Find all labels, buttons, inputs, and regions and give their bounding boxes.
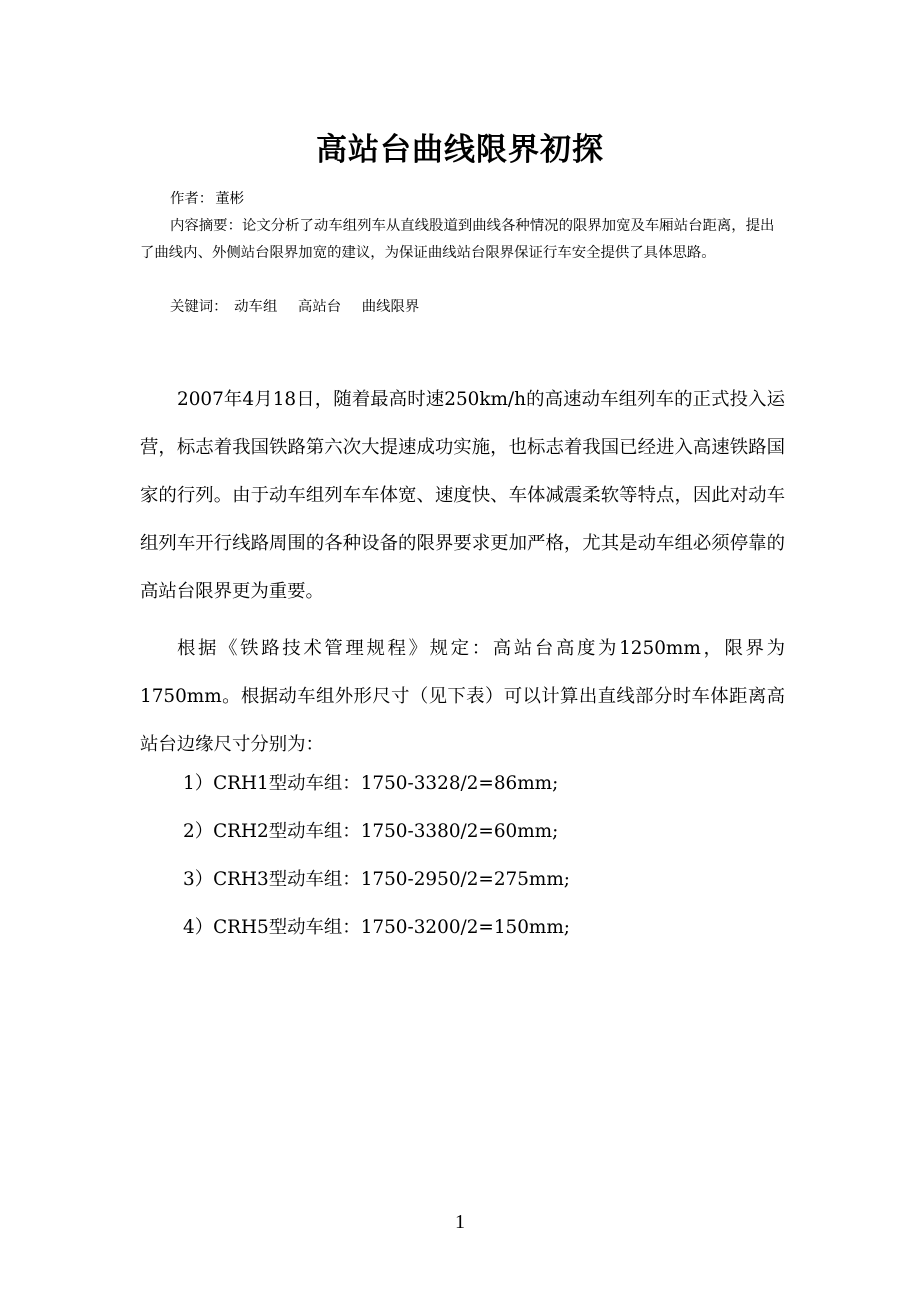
author-label: 作者： — [170, 191, 214, 207]
author-name: 董彬 — [215, 191, 244, 207]
list-item: 2）CRH2型动车组：1750-3380/2=60mm; — [183, 821, 559, 842]
list-item: 4）CRH5型动车组：1750-3200/2=150mm; — [183, 917, 571, 938]
abstract-block — [140, 213, 785, 267]
document-title: 高站台曲线限界初探 — [316, 132, 604, 168]
abstract-label: 内容摘要： — [170, 218, 242, 234]
keywords-line — [140, 294, 815, 321]
author-line — [140, 186, 815, 213]
calculation-list — [183, 760, 570, 952]
list-item: 3）CRH3型动车组：1750-2950/2=275mm; — [183, 869, 571, 890]
keyword-item: 高站台 — [297, 299, 342, 315]
keyword-item: 曲线限界 — [361, 299, 420, 315]
list-item: 1）CRH1型动车组：1750-3328/2=86mm; — [183, 773, 559, 794]
keyword-item: 动车组 — [234, 299, 278, 315]
abstract-text: 论文分析了动车组列车从直线股道到曲线各种情况的限界加宽及车厢站台距离，提出了曲线内、外侧站台限界加宽的建议，为保证曲线站台限界保证行车安全提供了具体思路。 — [140, 218, 775, 261]
page-number: 1 — [455, 1211, 465, 1233]
body-paragraph: 根据《铁路技术管理规程》规定：高站台高度为1250mm，限界为1750mm。根据动车组外形尺寸（见下表）可以计算出直线部分时车体距离高站台边缘尺寸分别为： — [140, 638, 785, 755]
document-body — [140, 376, 785, 778]
body-paragraph: 2007年4月18日，随着最高时速250km/h的高速动车组列车的正式投入运营，标志着我国铁路第六次大提速成功实施，也标志着我国已经进入高速铁路国家的行列。由于动车组列车车体宽、速度快、车体减震柔软等特点，因此对动车组列车开行线路周围的各种设备的限界要求更加严格，尤其是动车组必须停靠的高站台限界更为重要。 — [140, 389, 785, 602]
keywords-label: 关键词： — [170, 299, 228, 315]
